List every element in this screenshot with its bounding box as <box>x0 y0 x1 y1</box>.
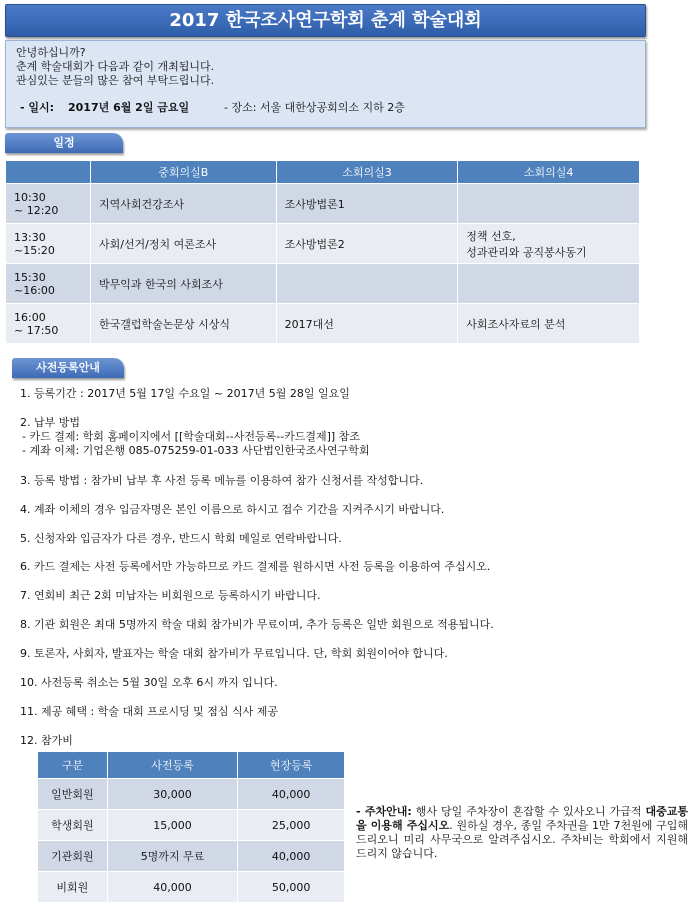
schedule-header: 소회의실4 <box>458 161 640 184</box>
registration-item: 11. 제공 혜택 : 학술 대회 프로시딩 및 점심 식사 제공 <box>20 705 279 718</box>
parking-text-rest: . 원하실 경우, 종일 주차권을 1만 7천원에 구입해 드리오니 미리 사무국으로 알려주십시오. 주차비는 학회에서 지원해 드리지 않습니다. <box>356 819 689 860</box>
pre-registration-fee: 40,000 <box>107 872 238 903</box>
pre-registration-fee: 5명까지 무료 <box>107 841 238 872</box>
intro-line: 관심있는 분들의 많은 참여 부탁드립니다. <box>16 74 215 87</box>
table-row <box>38 872 345 903</box>
registration-item: 1. 등록기간 : 2017년 5월 17일 수요일 ~ 2017년 5월 28일 일요일 <box>20 387 350 400</box>
table-row <box>38 841 345 872</box>
registration-item: - 계좌 이체: 기업은행 085-075259-01-033 사단법인한국조사연구학회 <box>22 444 370 457</box>
intro-line: 춘계 학술대회가 다음과 같이 개최됩니다. <box>16 60 215 73</box>
time-end: ~16:00 <box>14 283 55 297</box>
table-row <box>6 184 640 224</box>
event-date: 2017년 6월 2일 금요일 <box>68 101 190 114</box>
page-title: 2017 한국조사연구학회 춘계 학술대회 <box>5 4 646 37</box>
room-3-session: 조사방법론1 <box>276 184 458 224</box>
table-row <box>38 810 345 841</box>
member-type: 학생회원 <box>38 810 108 841</box>
schedule-header: 중회의실B <box>90 161 276 184</box>
room-3-session: 조사방법론2 <box>276 224 458 264</box>
schedule-header <box>6 161 91 184</box>
onsite-fee: 50,000 <box>238 872 345 903</box>
registration-item: 9. 토론자, 사회자, 발표자는 학술 대회 참가비가 무료입니다. 단, 학회 회원이어야 합니다. <box>20 647 448 660</box>
parking-notice <box>356 805 688 861</box>
table-row <box>6 264 640 304</box>
registration-item: 6. 카드 결제는 사전 등록에서만 가능하므로 카드 결제를 원하시면 사전 등록을 이용하여 주십시오. <box>20 560 491 573</box>
room-b-session: 지역사회건강조사 <box>90 184 276 224</box>
registration-item: 7. 연회비 최근 2회 미납자는 비회원으로 등록하시기 바랍니다. <box>20 589 321 602</box>
registration-item: - 카드 결제: 학회 홈페이지에서 [[학술대회--사전등록--카드결제]] 참조 <box>22 430 360 443</box>
registration-item: 2. 납부 방법 <box>20 416 80 429</box>
fee-header: 구분 <box>38 752 108 779</box>
table-row <box>38 779 345 810</box>
room-3-session: 2017대선 <box>276 304 458 344</box>
room-3-session <box>276 264 458 304</box>
schedule-tab: 일정 <box>5 133 123 153</box>
intro-box <box>5 40 646 128</box>
time-start: 15:30 <box>14 270 46 284</box>
fee-header: 현장등록 <box>238 752 345 779</box>
pre-registration-fee: 30,000 <box>107 779 238 810</box>
schedule-table <box>5 160 640 344</box>
parking-emphasis: 대중교통을 이용해 주십시오 <box>356 805 688 832</box>
registration-item: 5. 신청자와 입금자가 다른 경우, 반드시 학회 메일로 연락바랍니다. <box>20 532 342 545</box>
table-row <box>6 304 640 344</box>
time-end: ~ 12:20 <box>14 203 59 217</box>
registration-item: 4. 계좌 이체의 경우 입금자명은 본인 이름으로 하시고 접수 기간을 지켜주시기 바랍니다. <box>20 503 445 516</box>
room-b-session: 박무익과 한국의 사회조사 <box>90 264 276 304</box>
parking-label: - 주차안내: <box>356 805 412 818</box>
time-start: 10:30 <box>14 190 46 204</box>
registration-tab: 사전등록안내 <box>12 358 124 378</box>
time-start: 16:00 <box>14 310 46 324</box>
room-b-session: 한국갤럽학술논문상 시상식 <box>90 304 276 344</box>
event-place: - 장소: 서울 대한상공회의소 지하 2층 <box>224 101 405 114</box>
event-date-label: - 일시: <box>20 101 55 114</box>
registration-item: 3. 등록 방법 : 참가비 납부 후 사전 등록 메뉴를 이용하여 참가 신청서를 작성합니다. <box>20 474 424 487</box>
member-type: 일반회원 <box>38 779 108 810</box>
fee-header: 사전등록 <box>107 752 238 779</box>
registration-item: 8. 기관 회원은 최대 5명까지 학술 대회 참가비가 무료이며, 추가 등록은 일반 회원으로 적용됩니다. <box>20 618 494 631</box>
table-row <box>6 224 640 264</box>
room-4-session: 정책 선호, <box>466 229 516 243</box>
time-end: ~15:20 <box>14 243 55 257</box>
intro-line: 안녕하십니까? <box>16 46 86 59</box>
time-end: ~ 17:50 <box>14 323 59 337</box>
onsite-fee: 40,000 <box>238 841 345 872</box>
parking-text: 행사 당일 주차장이 혼잡할 수 있사오니 가급적 <box>411 805 646 818</box>
time-start: 13:30 <box>14 230 46 244</box>
onsite-fee: 25,000 <box>238 810 345 841</box>
onsite-fee: 40,000 <box>238 779 345 810</box>
member-type: 비회원 <box>38 872 108 903</box>
registration-item: 12. 참가비 <box>20 734 73 747</box>
room-4-session-line2: 성과관리와 공직봉사동기 <box>466 245 587 259</box>
room-4-session: 사회조사자료의 분석 <box>466 317 566 331</box>
room-b-session: 사회/선거/정치 여론조사 <box>90 224 276 264</box>
member-type: 기관회원 <box>38 841 108 872</box>
fee-table <box>37 751 345 903</box>
schedule-header: 소회의실3 <box>276 161 458 184</box>
pre-registration-fee: 15,000 <box>107 810 238 841</box>
registration-item: 10. 사전등록 취소는 5월 30일 오후 6시 까지 입니다. <box>20 676 278 689</box>
